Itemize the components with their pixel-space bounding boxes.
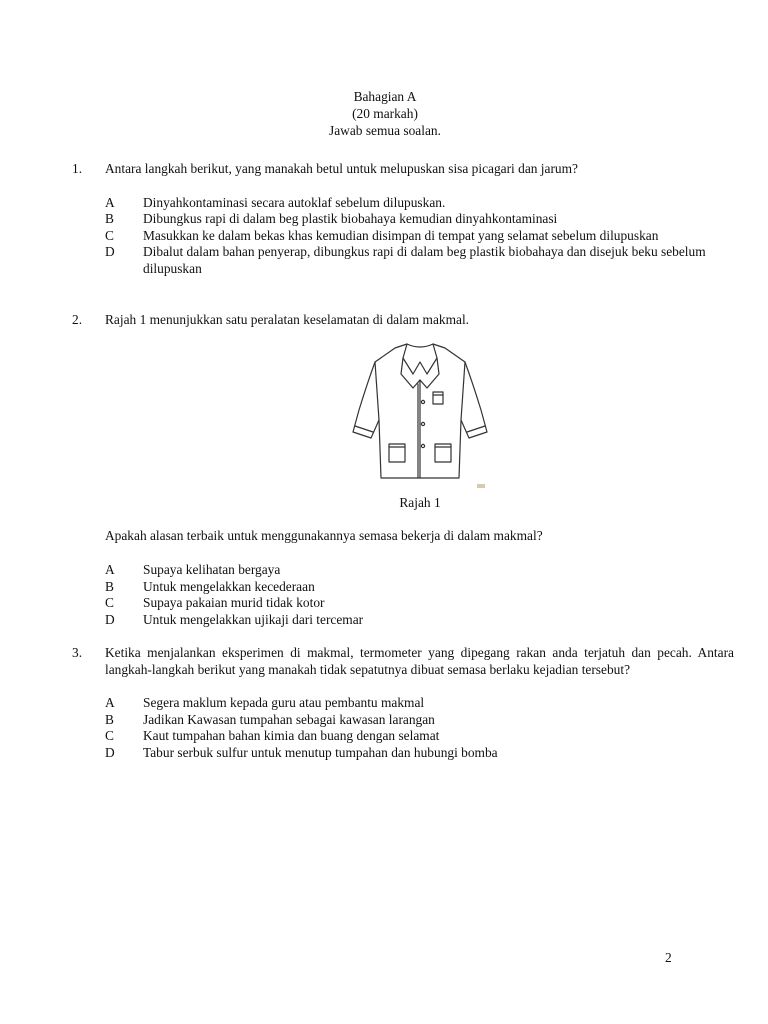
option-d [105,612,734,629]
option-text: Masukkan ke dalam bekas khas kemudian disimpan di tempat yang selamat sebelum dilupuskan [143,227,659,243]
question-stem: Rajah 1 menunjukkan satu peralatan keselamatan di dalam makmal. [105,312,470,327]
option-b [105,712,734,729]
question-number: 2. [72,312,83,327]
option-letter: C [105,595,114,610]
option-text: Segera maklum kepada guru atau pembantu makmal [143,695,425,710]
option-d [105,745,734,762]
option-d [105,244,734,277]
option-text: Tabur serbuk sulfur untuk menutup tumpahan dan hubungi bomba [143,744,498,760]
question-number: 3. [72,645,83,660]
section-instruction: Jawab semua soalan. [329,123,441,138]
question-2 [72,312,734,329]
question-2-followup: Apakah alasan terbaik untuk menggunakannya semasa bekerja di dalam makmal? [105,528,543,543]
question-3 [72,645,734,761]
option-letter: B [105,211,114,226]
option-letter: D [105,744,115,760]
option-c [105,728,734,745]
options-list [105,562,734,628]
option-b [105,211,734,228]
option-text: Supaya pakaian murid tidak kotor [143,595,325,610]
section-header [260,88,510,139]
option-letter: C [105,728,114,743]
figure-caption: Rajah 1 [399,495,441,510]
option-a [105,562,734,579]
options-list [105,695,734,761]
options-list [105,195,734,278]
option-letter: A [105,194,115,210]
section-title: Bahagian A [353,89,417,104]
option-letter: A [105,695,115,710]
question-stem: Ketika menjalankan eksperimen di makmal, termometer yang dipegang rakan anda terjatuh dan pecah. Antara langkah-langkah berikut yang manakah tidak sepatutnya dibuat semasa berlaku kejadian tersebut? [105,645,734,677]
option-letter: C [105,227,114,243]
option-a [105,695,734,712]
option-letter: D [105,611,115,627]
option-b [105,579,734,596]
option-c [105,228,734,245]
question-stem: Antara langkah berikut, yang manakah betul untuk melupuskan sisa picagari dan jarum? [105,161,578,176]
option-letter: A [105,562,115,577]
lab-coat-icon [353,344,487,478]
question-1 [72,161,734,277]
option-text: Supaya kelihatan bergaya [143,562,281,577]
question-number: 1. [72,161,83,176]
watermark-mark [477,484,485,488]
option-a [105,195,734,212]
option-text: Jadikan Kawasan tumpahan sebagai kawasan larangan [143,711,435,727]
option-letter: B [105,578,114,594]
lab-coat-figure [347,340,493,490]
option-text: Dibungkus rapi di dalam beg plastik biobahaya kemudian dinyahkontaminasi [143,211,558,226]
option-c [105,595,734,612]
option-text: Dibalut dalam bahan penyerap, dibungkus rapi di dalam beg plastik biobahaya dan disejuk beku sebelum dilupuskan [143,244,706,276]
option-text: Dinyahkontaminasi secara autoklaf sebelum dilupuskan. [143,194,446,210]
option-letter: B [105,711,114,727]
option-text: Kaut tumpahan bahan kimia dan buang dengan selamat [143,728,440,743]
page-number: 2 [665,950,672,965]
option-letter: D [105,244,115,259]
option-text: Untuk mengelakkan kecederaan [143,578,315,594]
section-marks: (20 markah) [352,106,418,121]
option-text: Untuk mengelakkan ujikaji dari tercemar [143,611,364,627]
